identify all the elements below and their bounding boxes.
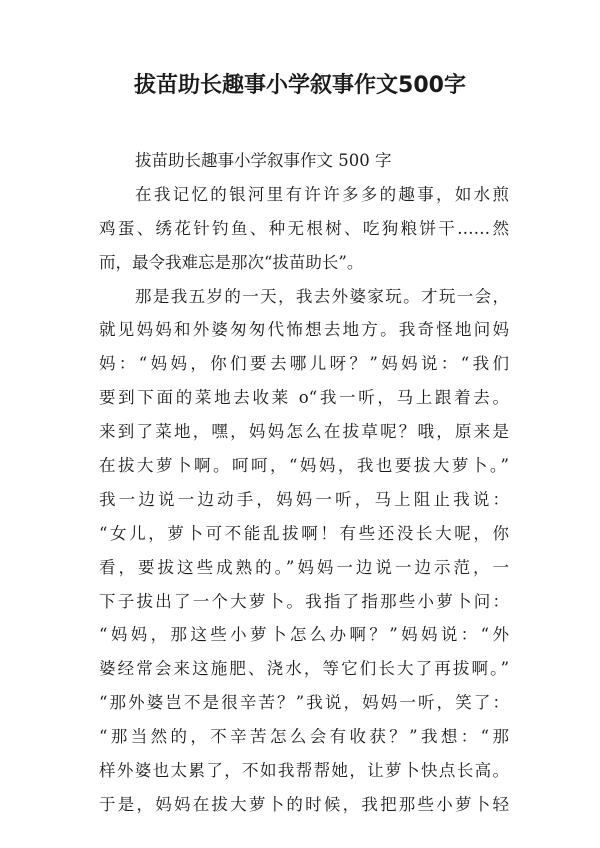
text-line: 那是我五岁的一天，我去外婆家玩。才玩一会， <box>135 286 509 306</box>
text-line: “妈妈，那这些小萝卜怎么办啊？”妈妈说：“外 <box>99 625 509 645</box>
text-line: 在我记忆的银河里有许许多多的趣事，如水煎 <box>135 184 509 204</box>
text-line: 要到下面的菜地去收莱 o“我一听，马上跟着去。 <box>99 388 509 408</box>
text-line: “那外婆岂不是很辛苦？”我说，妈妈一听，笑了： <box>99 693 509 713</box>
text-line: “女儿，萝卜可不能乱拔啊！有些还没长大呢，你 <box>99 523 509 543</box>
text-line: 于是，妈妈在拔大萝卜的时候，我把那些小萝卜轻 <box>99 794 509 814</box>
document-body <box>99 144 509 822</box>
text-line: 而，最令我难忘是那次“拔苗助长”。 <box>99 252 364 272</box>
text-line: 婆经常会来这施肥、浇水，等它们长大了再拔啊。” <box>99 659 509 679</box>
text-line: 就见妈妈和外婆匆匆代怖想去地方。我奇怪地问妈 <box>99 320 509 340</box>
text-line: “那当然的，不辛苦怎么会有收获？”我想：“那 <box>99 727 509 747</box>
text-line: 下子拔出了一个大萝卜。我指了指那些小萝卜问： <box>99 591 509 611</box>
subtitle-line: 拔苗助长趣事小学叙事作文 500 字 <box>135 151 392 170</box>
text-line: 在拔大萝卜啊。呵呵，“妈妈，我也要拔大萝卜。” <box>99 456 509 476</box>
text-line: 看，要拔这些成熟的。”妈妈一边说一边示范，一 <box>99 557 509 577</box>
text-line: 来到了菜地，嘿，妈妈怎么在拔草呢？哦，原来是 <box>99 422 509 442</box>
text-line: 妈：“妈妈，你们要去哪儿呀？”妈妈说：“我们 <box>99 354 509 374</box>
text-line: 鸡蛋、绣花针钓鱼、种无根树、吃狗粮饼干……然 <box>99 218 509 238</box>
text-line: 我一边说一边动手，妈妈一听，马上阻止我说： <box>99 489 509 509</box>
text-line: 样外婆也太累了，不如我帮帮她，让萝卜快点长高。 <box>99 761 509 781</box>
document-title: 拔苗助长趣事小学叙事作文500字 <box>134 73 466 98</box>
